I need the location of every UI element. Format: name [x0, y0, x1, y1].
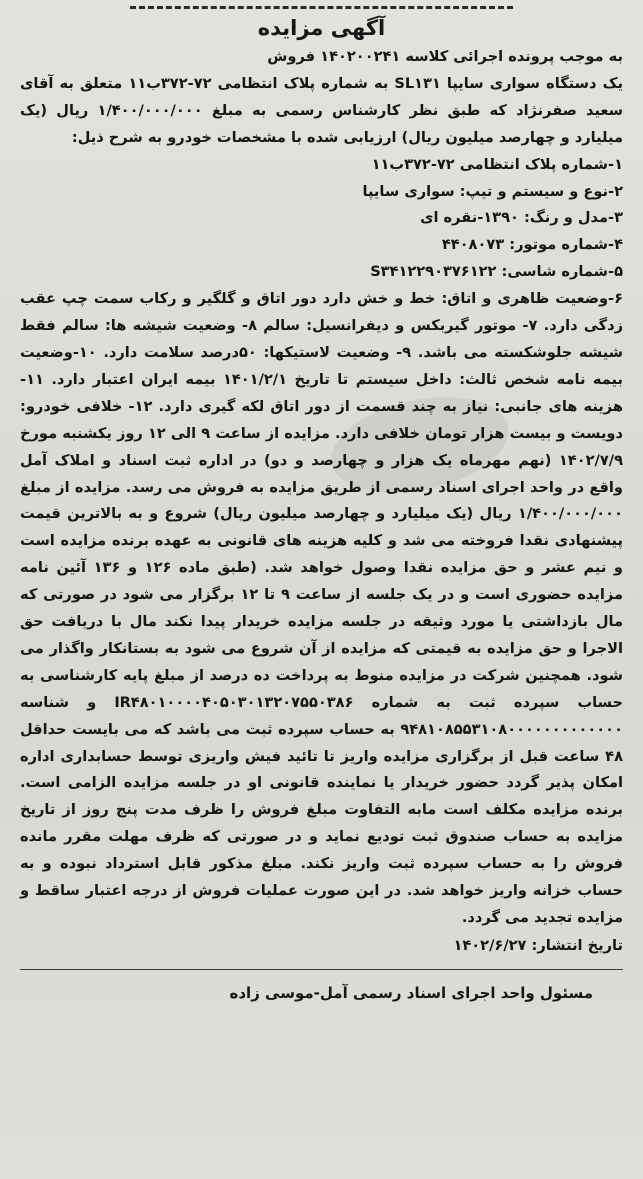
notice-title: آگهی مزایده — [257, 16, 386, 40]
spec-type: ۲-نوع و سیستم و تیپ: سواری سایپا — [362, 182, 623, 200]
spec-plate: ۱-شماره پلاک انتظامی ۷۲-۳۷۲ب۱۱ — [371, 155, 623, 173]
signature: مسئول واحد اجرای اسناد رسمی آمل-موسی زاده — [229, 983, 593, 1002]
notice-body — [20, 44, 623, 932]
case-intro: به موجب پرونده اجرائی کلاسه ۱۴۰۲۰۰۲۴۱ فروش — [267, 48, 623, 65]
divider — [20, 969, 623, 970]
spec-chassis: ۵-شماره شاسی: S۳۴۱۲۲۹۰۳۷۶۱۲۲ — [370, 263, 623, 281]
vehicle-description: یک دستگاه سواری سایپا SL۱۳۱ به شماره پلاک انتظامی ۷۲-۳۷۲ب۱۱ متعلق به آقای سعید صفرنژاد که طبق نظر کارشناس رسمی به مبلغ ۱/۴۰۰/۰۰۰/۰۰۰ ریال (یک میلیارد و چهارصد میلیون ریال) ارزیابی شده با مشخصات خودرو به شرح ذیل: — [20, 74, 623, 146]
spec-engine: ۴-شماره موتور: ۴۴۰۸۰۷۳ — [441, 236, 623, 254]
top-dashed-rule — [130, 6, 513, 9]
spec-model-color: ۳-مدل و رنگ: ۱۳۹۰-نقره ای — [420, 209, 623, 227]
auction-terms: ۶-وضعیت ظاهری و اتاق: خط و خش دارد دور اتاق و گلگیر و رکاب سمت چپ عقب زدگی دارد. ۷- موتور گیربکس و دیفرانسیل: سالم ۸- وضعیت شیشه ها: سالم فقط شیشه جلوشکسته می باشد. ۹- وضعیت لاستیکها: ۵۰درصد سلامت دارد. ۱۰-وضعیت بیمه نامه شخص ثالث: داخل سیستم تا تاریخ ۱۴۰۱/۲/۱ بیمه ایران اعتبار دارد. ۱۱- هزینه های جانبی: نیاز به چند قسمت از دور اتاق لکه گیری دارد. ۱۲- خلافی خودرو: دویست و بیست هزار تومان خلافی دارد. مزایده از ساعت ۹ الی ۱۲ روز یکشنبه مورخ ۱۴۰۲/۷/۹ (نهم مهرماه یک هزار و چهارصد و دو) در اداره ثبت اسناد و املاک آمل واقع در واحد اجرای اسناد رسمی از طریق مزایده به فروش می رسد. مزایده از مبلغ ۱/۴۰۰/۰۰۰/۰۰۰ ریال (یک میلیارد و چهارصد میلیون ریال) شروع و به بالاترین قیمت پیشنهادی نقدا فروخته می شد و کلیه هزینه های قانونی به عهده برنده مزایده است و نیم عشر و حق مزایده نقدا وصول خواهد شد. (طبق ماده ۱۲۶ و ۱۳۶ آئین نامه مزایده حضوری است و در یک جلسه از ساعت ۹ تا ۱۲ برگزار می شود در صورتی که مال بازداشتی یا مورد وثیقه در جلسه مزایده خریدار پیدا نکند مال با دریافت حق الاجرا و حق مزایده به قیمتی که مزایده از آن شروع می شود به بستانکار واگذار می شود. همچنین شرکت در مزایده منوط به پرداخت ده درصد از مبلغ پایه کارشناسی به حساب سپرده ثبت به شماره IR۴۸۰۱۰۰۰۰۴۰۵۰۳۰۱۳۲۰۷۵۵۰۳۸۶ و شناسه ۹۴۸۱۰۸۵۵۳۱۰۸۰۰۰۰۰۰۰۰۰۰۰۰۰ به حساب سپرده ثبت می باشد که می بایست حداقل ۴۸ ساعت قبل از برگزاری مزایده واریز تا تائید فیش واریزی توسط حسابداری اداره امکان پذیر گردد حضور خریدار یا نماینده قانونی او در جلسه مزایده الزامی است. برنده مزایده مکلف است مابه التفاوت مبلغ فروش را ظرف مدت پنج روز از تاریخ مزایده به حساب صندوق ثبت تودیع نماید و در صورتی که ظرف مهلت مقرر مانده فروش را به حساب سپرده ثبت واریز نکند. مبلغ مذکور قابل استرداد نبوده و به حساب خزانه واریز خواهد شد. در این صورت عملیات فروش از درجه اعتبار ساقط و مزایده تجدید می گردد. — [20, 290, 624, 926]
publication-date: تاریخ انتشار: ۱۴۰۲/۶/۲۷ — [453, 936, 623, 954]
